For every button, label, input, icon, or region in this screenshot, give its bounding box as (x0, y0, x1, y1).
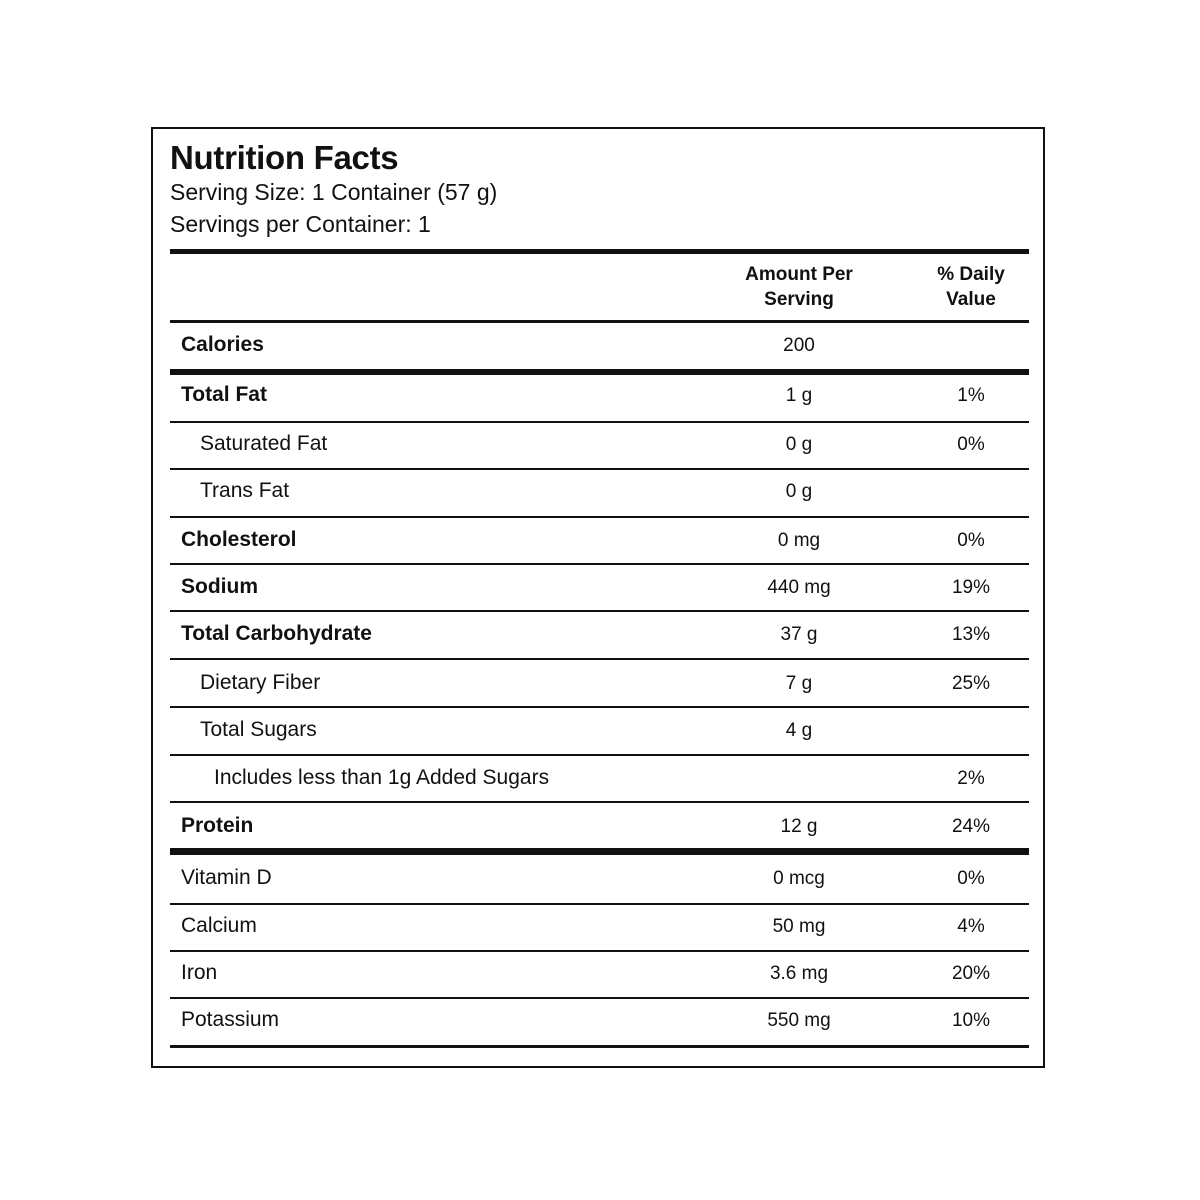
nutrient-amount: 50 mg (772, 916, 826, 937)
nutrient-name: Vitamin D (181, 866, 272, 889)
nutrient-daily-value: 24% (951, 816, 991, 837)
row-divider (170, 950, 1029, 952)
nutrient-name: Includes less than 1g Added Sugars (214, 766, 550, 789)
nutrient-amount: 0 g (785, 481, 813, 502)
nutrient-name: Sodium (181, 575, 258, 598)
row-divider (170, 369, 1029, 375)
row-divider (170, 610, 1029, 612)
nutrient-amount: 0 mg (777, 530, 821, 551)
label-title: Nutrition Facts (170, 139, 399, 176)
nutrient-daily-value: 0% (957, 530, 985, 551)
nutrient-name: Saturated Fat (200, 432, 328, 455)
daily-value-header-line1: % Daily (937, 264, 1005, 285)
nutrient-name: Dietary Fiber (200, 671, 321, 694)
nutrient-name: Calories (181, 333, 264, 356)
nutrition-facts-label (151, 127, 1045, 1068)
nutrient-daily-value: 2% (957, 768, 985, 789)
amount-header-line2: Serving (764, 289, 834, 310)
nutrient-name: Total Sugars (200, 718, 317, 741)
daily-value-header (904, 262, 1038, 312)
nutrient-amount: 3.6 mg (769, 963, 829, 984)
row-divider (170, 848, 1029, 855)
serving-size: Serving Size: 1 Container (57 g) (170, 179, 498, 205)
amount-per-serving-header (714, 262, 884, 312)
nutrient-name: Potassium (181, 1008, 280, 1031)
row-divider (170, 516, 1029, 518)
row-divider (170, 706, 1029, 708)
daily-value-header-line2: Value (946, 289, 996, 310)
row-divider (170, 801, 1029, 803)
thick-rule-top (170, 249, 1029, 254)
nutrient-name: Total Carbohydrate (181, 622, 372, 645)
nutrient-daily-value: 0% (957, 434, 985, 455)
nutrient-daily-value: 4% (957, 916, 985, 937)
nutrient-daily-value: 13% (951, 624, 991, 645)
nutrient-name: Protein (181, 814, 254, 837)
row-divider (170, 320, 1029, 323)
row-divider (170, 563, 1029, 565)
nutrient-name: Total Fat (181, 383, 267, 406)
nutrient-amount: 550 mg (767, 1010, 831, 1031)
row-divider (170, 468, 1029, 470)
row-divider (170, 903, 1029, 905)
nutrient-amount: 0 g (785, 434, 813, 455)
nutrient-daily-value: 0% (957, 868, 985, 889)
row-divider (170, 658, 1029, 660)
nutrient-amount: 37 g (780, 624, 818, 645)
nutrient-amount: 0 mcg (773, 868, 825, 889)
row-divider (170, 421, 1029, 423)
nutrient-name: Cholesterol (181, 528, 297, 551)
nutrient-amount: 12 g (780, 816, 818, 837)
row-divider (170, 997, 1029, 999)
nutrient-daily-value: 1% (957, 385, 985, 406)
amount-header-line1: Amount Per (745, 264, 853, 285)
nutrient-daily-value: 19% (951, 577, 991, 598)
nutrient-amount: 4 g (785, 720, 813, 741)
nutrient-amount: 440 mg (767, 577, 831, 598)
nutrient-name: Trans Fat (200, 479, 290, 502)
row-divider (170, 1045, 1029, 1048)
row-divider (170, 754, 1029, 756)
nutrient-name: Iron (181, 961, 218, 984)
nutrient-amount: 1 g (785, 385, 813, 406)
nutrient-daily-value: 25% (951, 673, 991, 694)
nutrient-name: Calcium (181, 914, 257, 937)
nutrient-daily-value: 10% (951, 1010, 991, 1031)
nutrient-amount: 200 (783, 335, 815, 356)
nutrient-daily-value: 20% (951, 963, 991, 984)
servings-per-container: Servings per Container: 1 (170, 211, 431, 237)
nutrient-amount: 7 g (785, 673, 813, 694)
